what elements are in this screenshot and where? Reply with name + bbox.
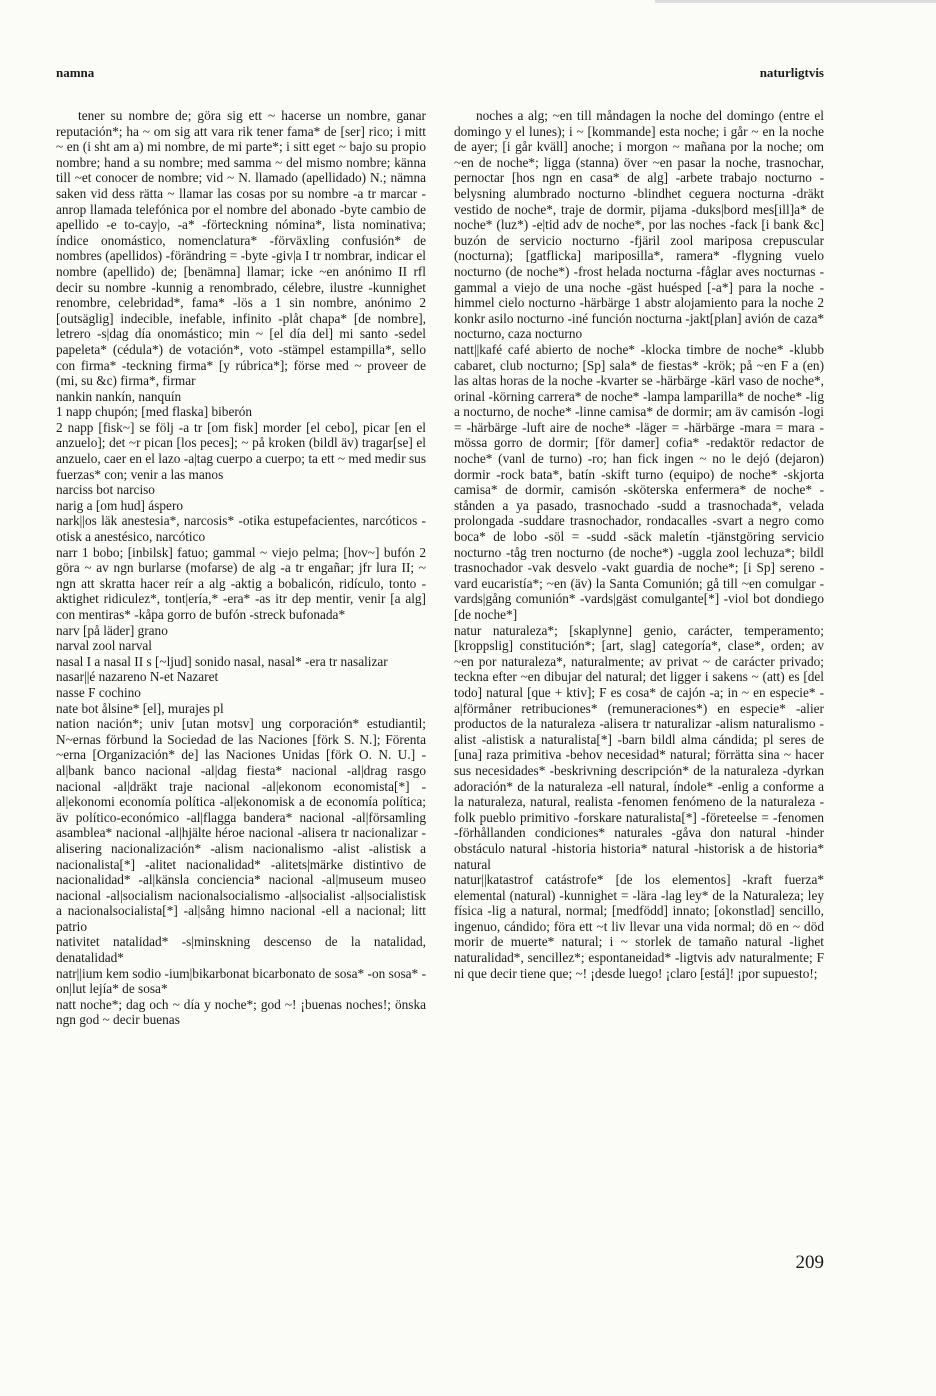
dictionary-entry: 1 napp chupón; [med flaska] biberón — [56, 404, 253, 420]
dictionary-entry: narval zool narval — [56, 638, 152, 654]
dictionary-entry: natr||ium kem sodio -ium|bikarbonat bicarbonato de sosa* -on sosa* -on|lut lejía* de sosa* — [56, 965, 426, 997]
top-edge — [0, 0, 936, 3]
dictionary-entry: nark||os läk anestesia*, narcosis* -otika estupefacientes, narcóticos -otisk a anestésico, narcótico — [56, 513, 426, 545]
dictionary-entry: natur naturaleza*; [skaplynne] genio, carácter, temperamento; [kroppslig] constitución*; [art, slag] categoría*, clase*, orden; av ~en por naturaleza*, naturalmente; av privat ~ de carácter privado; teckna efter ~en dibujar del natural; det ligger i sakens ~ (att) es [del todo] natural [que + ktiv]; F es cosa* de cajón -a; in ~ en especie* -a|förmåner retribuciones* (remuneraciones*) en especie* -alier productos de la naturaleza -alisera tr naturalizar -alism naturalismo -alist -alistisk a naturalista[*] -barn bildl alma cándida; pl seres de [una] raza primitiva -behov necesidad* natural; förrätta sina ~ hacer sus necesidades* -beskrivning descripción* de la naturaleza -dyrkan adoración* de la naturaleza -ell natural, índole* -enlig a conforme a la naturaleza, natural, realista -fenomen fenómeno de la naturaleza -folk pueblo primitivo -forskare naturalista[*] -företeelse = -fenomen -förhållanden condiciones* naturales -gåva don natural -hinder obstáculo natural -historia historia* natural -historisk a de historia* natural — [454, 622, 824, 872]
left-column — [56, 108, 426, 1028]
dictionary-entry: natt||kafé café abierto de noche* -klocka timbre de noche* -klubb cabaret, club nocturno; [Sp] sala* de fiestas* -krök; på ~en F a (en) las altas horas de la noche -kvarter se -härbärge -kärl vaso de noche*, orinal -körning carrera* de noche* -lampa lamparilla* de noche* -lig a nocturno, de noche* -linne camisa* de dormir; am äv camisón -logi = -härbärge -luft aire de noche* -läger = -härbärge -mara = mara -mössa gorro de dormir; [för damer] cofia* -redaktör redactor de noche* (vanl de turno) -ro; han fick ingen ~ no le dejó (dejaron) dormir -rock bata*, batín -skift turno (equipo) de noche* -skjorta camisa* de dormir, camisón -sköterska enfermera* de noche* -stånden a ya pasado, trasnochado -sudd a trasnochada*, velada prolongada -suddare trasnochador, rondacalles -svart a negro como boca* de lobo -söl = -sudd -säck maletín -tjänstgöring servicio nocturno -tåg tren nocturno (de noche*) -uggla zool lechuza*; bildl trasnochador -vak desvelo -vakt guardia de noche*; [i Sp] sereno -vard eucaristía*; ~en (äv) la Santa Comunión; gå till ~en comulgar -vards|gång comunión* -vards|gäst comulgante[*] -viol bot dondiego [de noche*] — [454, 341, 824, 622]
right-column — [454, 108, 824, 981]
dictionary-entry: nankin nankín, nanquín — [56, 388, 182, 404]
dictionary-entry: tener su nombre de; göra sig ett ~ hacerse un nombre, ganar reputación*; ha ~ om sig att vara rik tener fama* de [ser] rico; i mitt ~ en (i sht am a) mi nombre, de mi parte*; i sitt eget ~ bajo su propio nombre; hand a su nombre; med samma ~ del mismo nombre; känna till ~et conocer de nombre; vid ~ N. llamado (apellidado) N.; nämna saken vid dess rätta ~ llamar las cosas por su nombre -a tr marcar -anrop llamada telefónica por el nombre del abonado -byte cambio de apellido -e to-cay|o, -a* -förteckning nómina*, lista nominativa; índice onomástico, nomenclatura* -förväxling confusión* de nombres (apellidos) -förändring = -byte -giv|a I tr nombrar, indicar el nombre (apellido) de; [benämna] llamar; icke ~en anónimo II rfl decir su nombre -kunnig a renombrado, célebre, ilustre -kunnighet renombre, celebridad*, fama* -lös a 1 sin nombre, anónimo 2 [outsäglig] indecible, inefable, infinito -plåt chapa* [de nombre], letrero -s|dag día onomástico; min ~ [el día del] mi santo -sedel papeleta* (cédula*) de votación*, voto -stämpel estampilla*, sello con firma* -teckning firma* [y rúbrica*]; förse med ~ proveer de (mi, su &c) firma*, firmar — [56, 108, 426, 389]
dictionary-entry: nate bot ålsine* [el], murajes pl — [56, 700, 224, 716]
dictionary-entry: nativitet natalidad* -s|minskning descenso de la natalidad, denatalidad* — [56, 934, 426, 966]
dictionary-entry: nasse F cochino — [56, 684, 141, 700]
dictionary-entry: narv [på läder] grano — [56, 622, 168, 638]
dictionary-entry: narr 1 bobo; [inbilsk] fatuo; gammal ~ viejo pelma; [hov~] bufón 2 göra ~ av ngn burlarse (mofarse) de alg -a tr engañar; jfr lura II; ~ ngn att skratta hacer reír a alg -aktig a bobalicón, ridículo, tonto -aktighet ridiculez*, tont|ería,* -era* -as itr dep mentir, venir [a alg] con mentiras* -kåpa gorro de bufón -streck bufonada* — [56, 544, 426, 622]
dictionary-entry: natur||katastrof catástrofe* [de los elementos] -kraft fuerza* elemental (natural) -kunnighet = -lära -lag ley* de la Naturaleza; ley física -lig a natural, normal; [medfödd] innato; [okonstlad] sencillo, ingenuo, cándido; föra ett ~t liv llevar una vida normal; dö en ~ död morir de muerte* natural; i ~ storlek de tamaño natural -lighet naturalidad*, sencillez*; espontaneidad* -ligtvis adv naturalmente; F ni que decir tiene que; ~! ¡desde luego! ¡claro [está]! ¡por supuesto!; — [454, 872, 824, 981]
guide-word-right: naturligtvis — [759, 65, 824, 80]
dictionary-entry: nasar||é nazareno N-et Nazaret — [56, 669, 219, 685]
dictionary-entry: narig a [om hud] áspero — [56, 497, 184, 513]
dictionary-entry: narciss bot narciso — [56, 482, 155, 498]
dictionary-entry: nation nación*; univ [utan motsv] ung corporación* estudiantil; N~ernas förbund la Sociedad de las Naciones [förk S. N.]; Förenta ~erna [Organización* de] las Naciones Unidas [förk O. N. U.] -al|bank banco nacional -al|dag fiesta* nacional -al|drag rasgo nacional -al|dräkt traje nacional -al|ekonom economista[*] -al|ekonomi economía política -al|ekonomisk a de economía política; äv político-económico -al|flagga bandera* nacional -al|församling asamblea* nacional -al|hjälte héroe nacional -alisera tr nacionalizar -alisering nacionalización* -alism nacionalismo -alist -alistisk a nacionalista[*] -alitet nacionalidad* -alitets|märke distintivo de nacionalidad* -al|känsla conciencia* nacional -al|museum museo nacional -al|socialism nacionalsocialismo -al|socialist -al|socialistisk a nacionalsocialista[*] -al|sång himno nacional -ell a nacional; litt patrio — [56, 716, 426, 934]
guide-word-left: namna — [56, 65, 95, 80]
dictionary-entry: 2 napp [fisk~] se följ -a tr [om fisk] morder [el cebo], picar [en el anzuelo]; det ~r pican [los peces]; ~ på kroken (bildl äv) tragar[se] el anzuelo, caer en el lazo -a|tag cuerpo a cuerpo; ta ett ~ med medir sus fuerzas* con; venir a las manos — [56, 419, 426, 482]
dictionary-entry: nasal I a nasal II s [~ljud] sonido nasal, nasal* -era tr nasalizar — [56, 653, 388, 669]
dictionary-entry: noches a alg; ~en till måndagen la noche del domingo (entre el domingo y el lunes); i ~ [kommande] esta noche; i går ~ en la noche de ayer; [i går kväll] anoche; i morgon ~ mañana por la noche; om ~en de noche*; ligga (stanna) över ~en pasar la noche, trasnochar, pernoctar [hos ngn en casa* de alg] -arbete trabajo nocturno -belysning alumbrado nocturno -blindhet ceguera nocturna -dräkt vestido de noche*, traje de dormir, pijama -duks|bord mes[ill]a* de noche* (luz*) -e|tid adv de noche*, por las noches -fack [i bank &c] buzón de servicio nocturno -fjäril zool mariposa crepuscular (nocturna); [gatflicka] mariposilla*, ramera* -flygning vuelo nocturno (de noche*) -frost helada nocturna -fåglar aves nocturnas -gammal a viejo de una noche -gäst huésped [-a*] para la noche -himmel cielo nocturno -härbärge 1 abstr alojamiento para la noche 2 konkr asilo nocturno -iné función nocturna -jakt[plan] avión de caza* nocturno, caza nocturno — [454, 108, 824, 342]
page-number: 209 — [795, 1252, 824, 1273]
dictionary-entry: natt noche*; dag och ~ día y noche*; god ~! ¡buenas noches!; önska ngn god ~ decir buenas — [56, 996, 426, 1028]
